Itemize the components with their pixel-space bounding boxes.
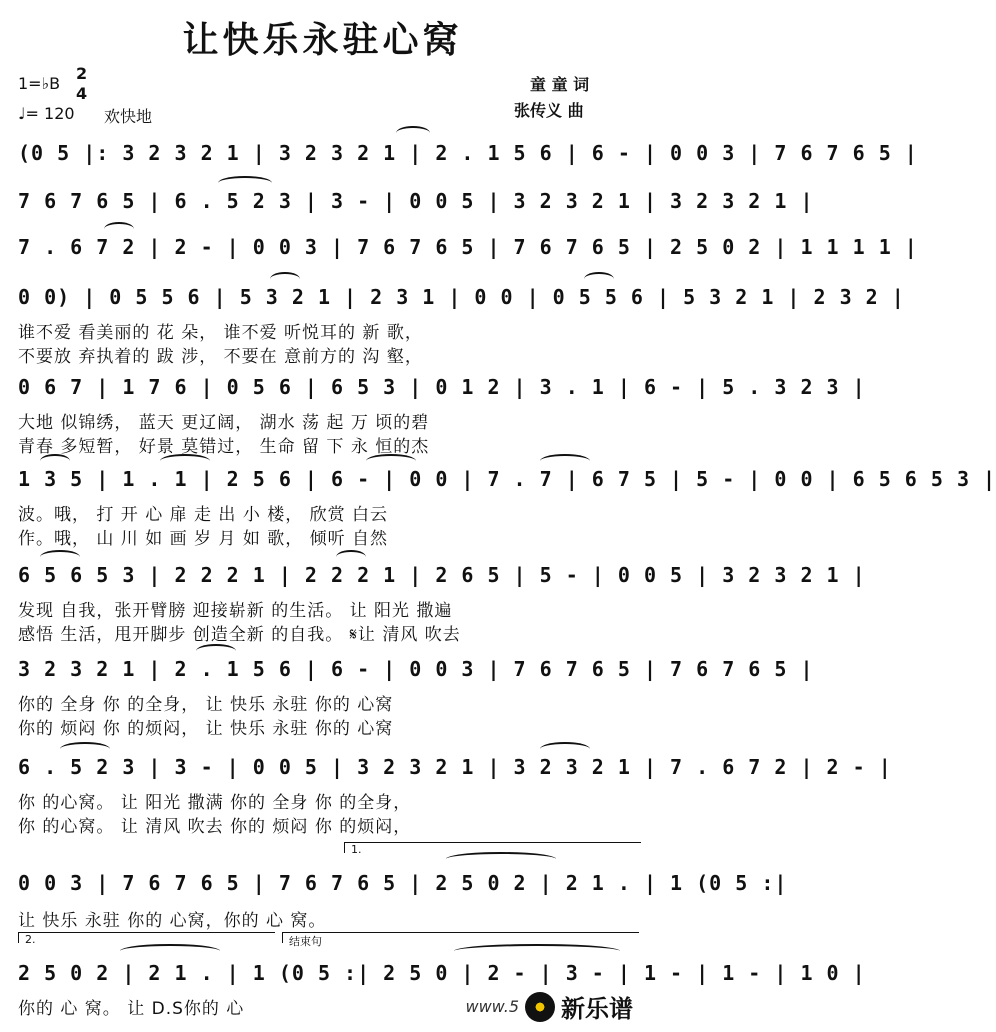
lyric-line-8a: 你的 全身 你 的全身， 让 快乐 永驻 你的 心窝 — [18, 695, 394, 715]
volta-2: 2. — [18, 932, 275, 943]
notation-line-2: 7 6 7 6 5 | 6 . 5 2 3 | 3 - | 0 0 5 | 3 2 3 2 1 | 3 2 3 2 1 | — [18, 189, 814, 213]
lyric-line-9a: 你 的心窝。 让 阳光 撒满 你的 全身 你 的全身， — [18, 793, 412, 813]
watermark-brand: 新乐谱 — [561, 995, 633, 1023]
notation-line-9: 6 . 5 2 3 | 3 - | 0 0 5 | 3 2 3 2 1 | 3 2 3 2 1 | 7 . 6 7 2 | 2 - | — [18, 755, 892, 779]
lyric-line-8b: 你的 烦闷 你 的烦闷， 让 快乐 永驻 你的 心窝 — [18, 719, 394, 739]
lyric-line-5a: 大地 似锦绣， 蓝天 更辽阔， 湖水 荡 起 万 顷的碧 — [18, 413, 430, 433]
lyric-line-7a: 发现 自我，张开臂膀 迎接崭新 的生活。 让 阳光 撒遍 — [18, 601, 453, 621]
notation-line-4: 0 0) | 0 5 5 6 | 5 3 2 1 | 2 3 1 | 0 0 | 0 5 5 6 | 5 3 2 1 | 2 3 2 | — [18, 285, 905, 309]
page-title: 让快乐永驻心窝 — [182, 20, 463, 61]
lyric-line-11: 你的 心 窝。 让 D.S你的 心 — [18, 999, 245, 1019]
notation-line-10: 0 0 3 | 7 6 7 6 5 | 7 6 7 6 5 | 2 5 0 2 | 2 1 . | 1 (0 5 :| — [18, 871, 788, 895]
volta-1: 1. — [344, 842, 641, 853]
lyric-line-5b: 青春 多短暂， 好景 莫错过， 生命 留 下 永 恒的杰 — [18, 437, 430, 457]
lyric-line-4a: 谁不爱 看美丽的 花 朵， 谁不爱 听悦耳的 新 歌， — [18, 323, 423, 343]
notation-line-1: (0 5 |: 3 2 3 2 1 | 3 2 3 2 1 | 2 . 1 5 6 | 6 - | 0 0 3 | 7 6 7 6 5 | — [18, 141, 918, 165]
time-signature-denominator: 4 — [76, 84, 88, 103]
lyric-line-6b: 作。哦， 山 川 如 画 岁 月 如 歌， 倾听 自然 — [18, 529, 389, 549]
site-watermark — [466, 989, 634, 1024]
coda-label: 结束句 — [282, 932, 639, 943]
lyric-line-4b: 不要放 弃执着的 跋 涉， 不要在 意前方的 沟 壑， — [18, 347, 423, 367]
notation-line-6: 1 3 5 | 1 . 1 | 2 5 6 | 6 - | 0 0 | 7 . 7 | 6 7 5 | 5 - | 0 0 | 6 5 6 5 3 | — [18, 467, 996, 491]
key-signature: 1=♭B — [18, 74, 61, 93]
lyric-line-6a: 波。哦， 打 开 心 扉 走 出 小 楼， 欣赏 白云 — [18, 505, 389, 525]
mood-marking: 欢快地 — [104, 107, 153, 126]
lyric-line-9b: 你 的心窝。 让 清风 吹去 你的 烦闷 你 的烦闷， — [18, 817, 412, 837]
notation-line-11: 2 5 0 2 | 2 1 . | 1 (0 5 :| 2 5 0 | 2 - | 3 - | 1 - | 1 - | 1 0 | — [18, 961, 866, 985]
notation-line-5: 0 6 7 | 1 7 6 | 0 5 6 | 6 5 3 | 0 1 2 | 3 . 1 | 6 - | 5 . 3 2 3 | — [18, 375, 866, 399]
notation-line-7: 6 5 6 5 3 | 2 2 2 1 | 2 2 2 1 | 2 6 5 | 5 - | 0 0 5 | 3 2 3 2 1 | — [18, 563, 866, 587]
time-signature-numerator: 2 — [76, 64, 88, 83]
record-disc-icon — [525, 992, 555, 1022]
notation-line-3: 7 . 6 7 2 | 2 - | 0 0 3 | 7 6 7 6 5 | 7 6 7 6 5 | 2 5 0 2 | 1 1 1 1 | — [18, 235, 918, 259]
tempo-marking: ♩= 120 — [18, 104, 75, 123]
lyric-line-10: 让 快乐 永驻 你的 心窝，你的 心 窝。 — [18, 911, 327, 931]
lyric-line-7b: 感悟 生活，甩开脚步 创造全新 的自我。 𝄋让 清风 吹去 — [18, 625, 461, 645]
notation-line-8: 3 2 3 2 1 | 2 . 1 5 6 | 6 - | 0 0 3 | 7 6 7 6 5 | 7 6 7 6 5 | — [18, 657, 814, 681]
watermark-url: www.5 — [465, 997, 519, 1016]
lyricist-credit: 童 童 词 — [530, 75, 590, 94]
composer-credit: 张传义 曲 — [514, 101, 584, 120]
